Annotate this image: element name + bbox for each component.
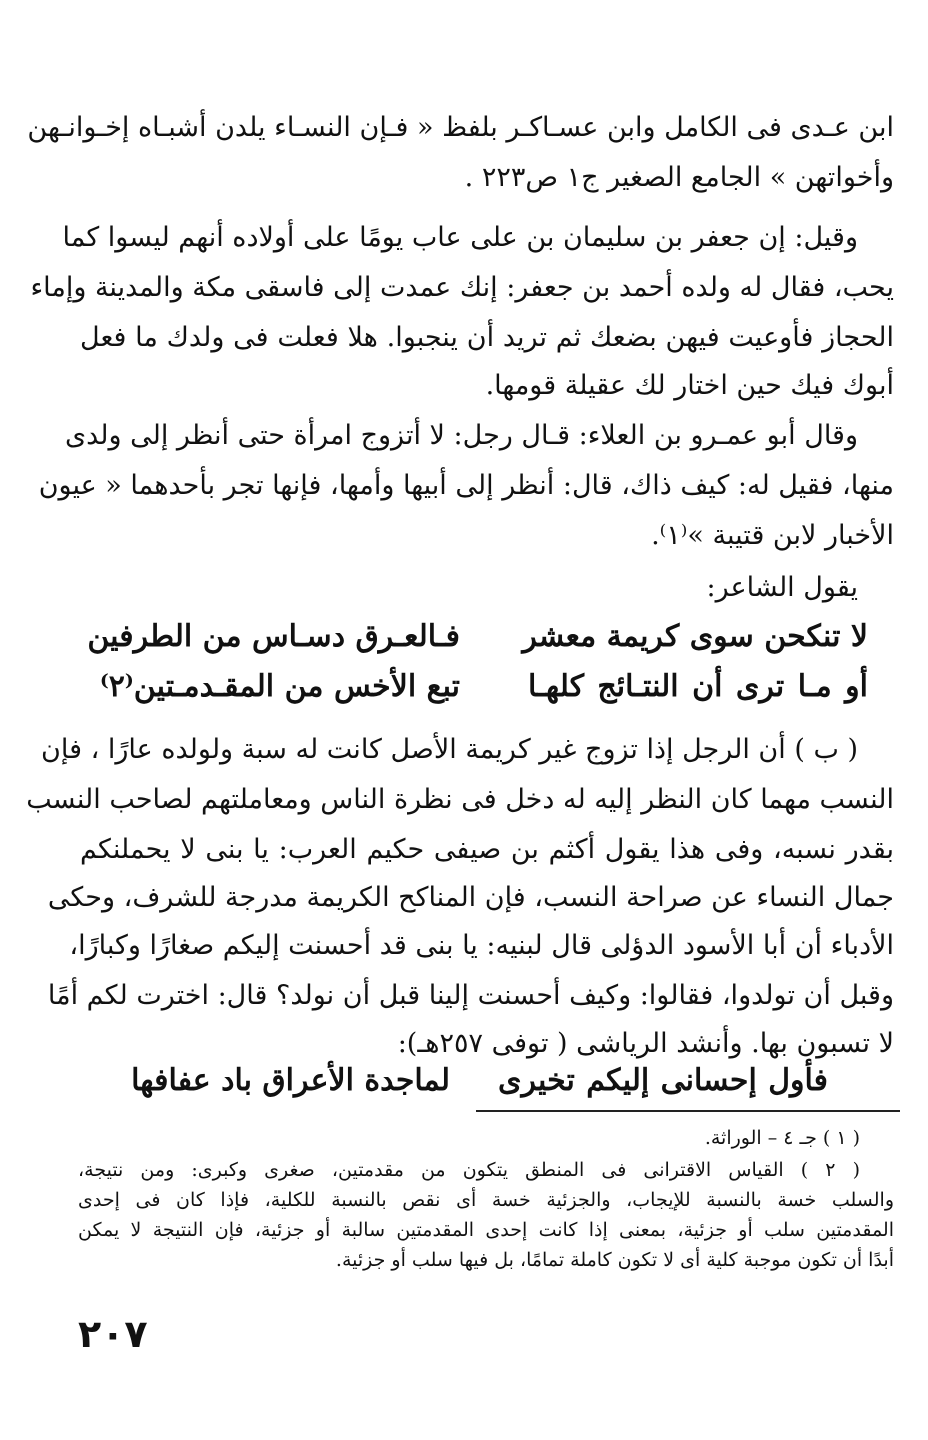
text-line: وقال أبو عمـرو بن العلاء: قـال رجل: لا أتزوج امرأة حتى أنظر إلى ولدى [64, 420, 858, 451]
text-line: الأدباء أن أبا الأسود الدؤلى قال لبنيه: يا بنى قد أحسنت إليكم صغارًا وكبارًا، [69, 930, 894, 961]
verse-second-hemistich: تبع الأخس من المقـدمـتين⁽٢⁾ [99, 669, 460, 704]
text-line: وقبل أن تولدوا، فقالوا: وكيف أحسنت إلينا قبل أن نولد؟ قال: اخترت لكم أمًا [47, 980, 894, 1011]
text-line: أبوك فيك حين اختار لك عقيلة قومها. [485, 370, 894, 401]
footnote-line: ( ١ ) جـ ٤ – الوراثة. [704, 1127, 860, 1149]
text-line: وقيل: إن جعفر بن سليمان بن على عاب يومًا على أولاده أنهم ليسوا كما [62, 222, 858, 253]
footnote-divider [476, 1110, 900, 1112]
text-line: منها، فقيل له: كيف ذاك، قال: أنظر إلى أبيها وأمها، فإنها تجر بأحدهما « عيون [38, 470, 894, 501]
text-line: بقدر نسبه، وفى هذا يقول أكثم بن صيفى حكيم العرب: يا بنى لا يحملنكم [80, 834, 894, 865]
text-line: الأخبار لابن قتيبة »⁽١⁾. [651, 520, 894, 551]
verse-second-hemistich: لماجدة الأعراق باد عفافها [131, 1063, 450, 1098]
poet-intro: يقول الشاعر: [706, 572, 858, 603]
text-line: لا تسبون بها. وأنشد الرياشى ( توفى ٢٥٧هـ): [397, 1028, 894, 1059]
page-number: ٢٠٧ [78, 1312, 148, 1356]
text-line: ( ب ) أن الرجل إذا تزوج غير كريمة الأصل كانت له سبة ولولده عارًا ، فإن [41, 734, 858, 765]
text-line: الحجاز فأوعيت فيهن بضعك ثم تريد أن ينجبوا. هلا فعلت فى ولدك ما فعل [80, 322, 894, 353]
verse-first-hemistich: فأول إحسانى إليكم تخيرى [498, 1063, 828, 1098]
verse-second-hemistich: فـالعـرق دسـاس من الطرفين [87, 619, 460, 654]
text-line: ابن عـدى فى الكامل وابن عسـاكـر بلفظ « فـإن النسـاء يلدن أشبـاه إخـوانـهن [27, 112, 894, 143]
footnote-line: ( ٢ ) القياس الاقترانى فى المنطق يتكون من مقدمتين، صغرى وكبرى: ومن نتيجة، [78, 1159, 861, 1181]
footnote-line: والسلب خسة بالنسبة للإيجاب، والجزئية خسة أى نقص بالنسبة للكلية، فإذا كان فى إحدى [78, 1189, 894, 1211]
verse-first-hemistich: أو مـا ترى أن النتـائج كلهـا [528, 669, 868, 704]
verse-first-hemistich: لا تنكحن سوى كريمة معشر [522, 619, 868, 654]
text-line: وأخواتهن » الجامع الصغير ج١ ص٢٢٣ . [464, 162, 894, 193]
text-line: النسب مهما كان النظر إليه له دخل فى نظرة الناس ومعاملتهم لصاحب النسب [26, 784, 894, 815]
footnote-line: أبدًا أن تكون موجبة كلية أى لا تكون كاملة تمامًا، بل فيها سلب أو جزئية. [335, 1249, 894, 1271]
text-line: يحب، فقال له ولده أحمد بن جعفر: إنك عمدت إلى فاسقى مكة والمدينة وإماء [30, 272, 894, 303]
footnote-line: المقدمتين سلب أو جزئية، بمعنى إذا كانت إحدى المقدمتين سالبة أو جزئية، فإن النتيجة لا يمكن [78, 1219, 894, 1241]
text-line: جمال النساء عن صراحة النسب، فإن المناكح الكريمة مدرجة للشرف، وحكى [47, 882, 894, 913]
